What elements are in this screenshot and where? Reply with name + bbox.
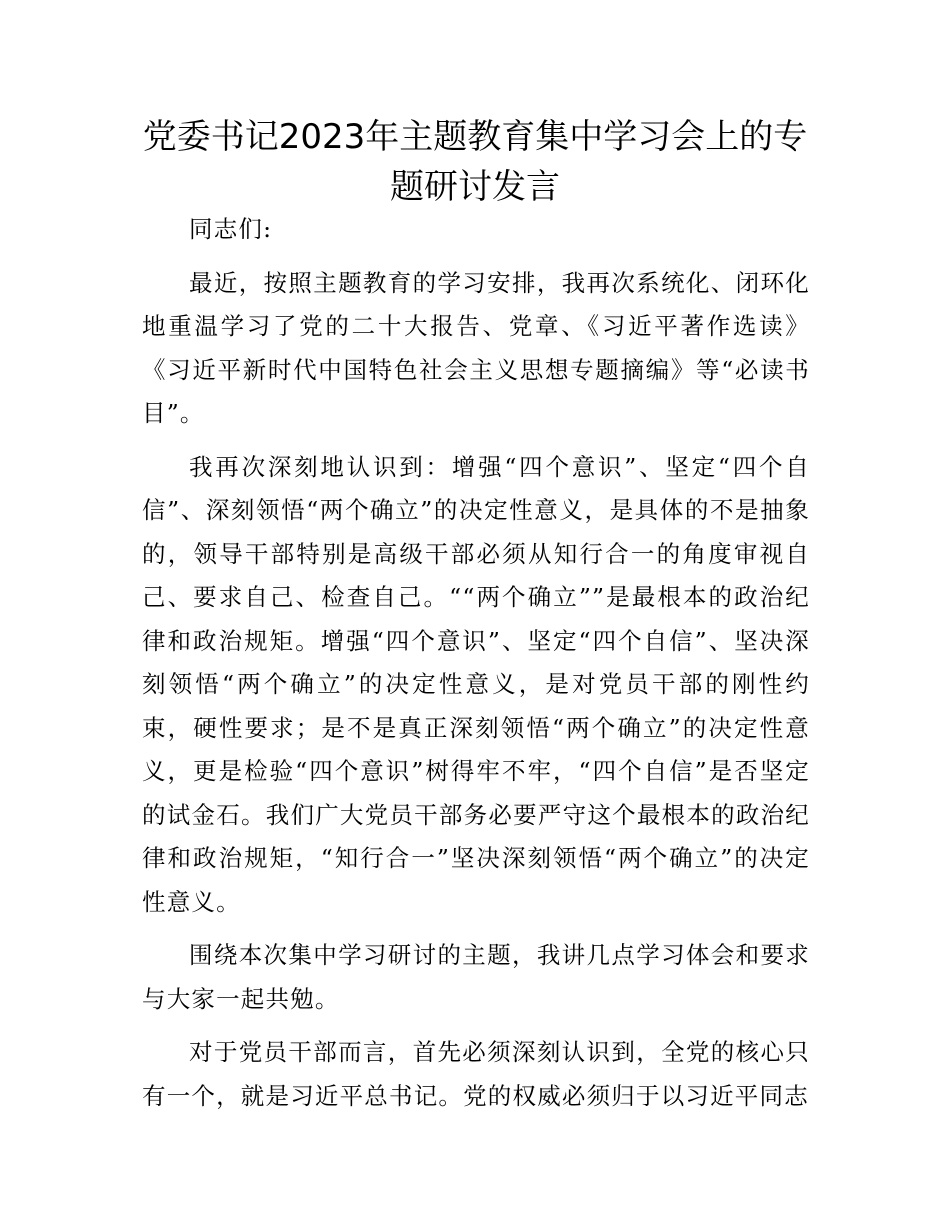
document-title: 党委书记2023年主题教育集中学习会上的专题研讨发言 [142,117,808,207]
document-body [142,208,810,1128]
paragraph-4: 对于党员干部而言，首先必须深刻认识到，全党的核心只有一个，就是习近平总书记。党的权威必须归于以习近平同志 [142,1038,810,1110]
salutation: 同志们: [189,215,273,243]
paragraph-1: 最近，按照主题教育的学习安排，我再次系统化、闭环化地重温学习了党的二十大报告、党章、《习近平著作选读》《习近平新时代中国特色社会主义思想专题摘编》等“必读书目”。 [142,268,810,427]
paragraph-2: 我再次深刻地认识到：增强“四个意识”、坚定“四个自信”、深刻领悟“两个确立”的决定性意义，是具体的不是抽象的，领导干部特别是高级干部必须从知行合一的角度审视自己、要求自己、检查自己。““两个确立””是最根本的政治纪律和政治规矩。增强“四个意识”、坚定“四个自信”、坚决深刻领悟“两个确立”的决定性意义，是对党员干部的刚性约束，硬性要求；是不是真正深刻领悟“两个确立”的决定性意义，更是检验“四个意识”树得牢不牢，“四个自信”是否坚定的试金石。我们广大党员干部务必要严守这个最根本的政治纪律和政治规矩，“知行合一”坚决深刻领悟“两个确立”的决定性意义。 [142,452,810,916]
paragraph-3: 围绕本次集中学习研讨的主题，我讲几点学习体会和要求与大家一起共勉。 [142,941,810,1013]
